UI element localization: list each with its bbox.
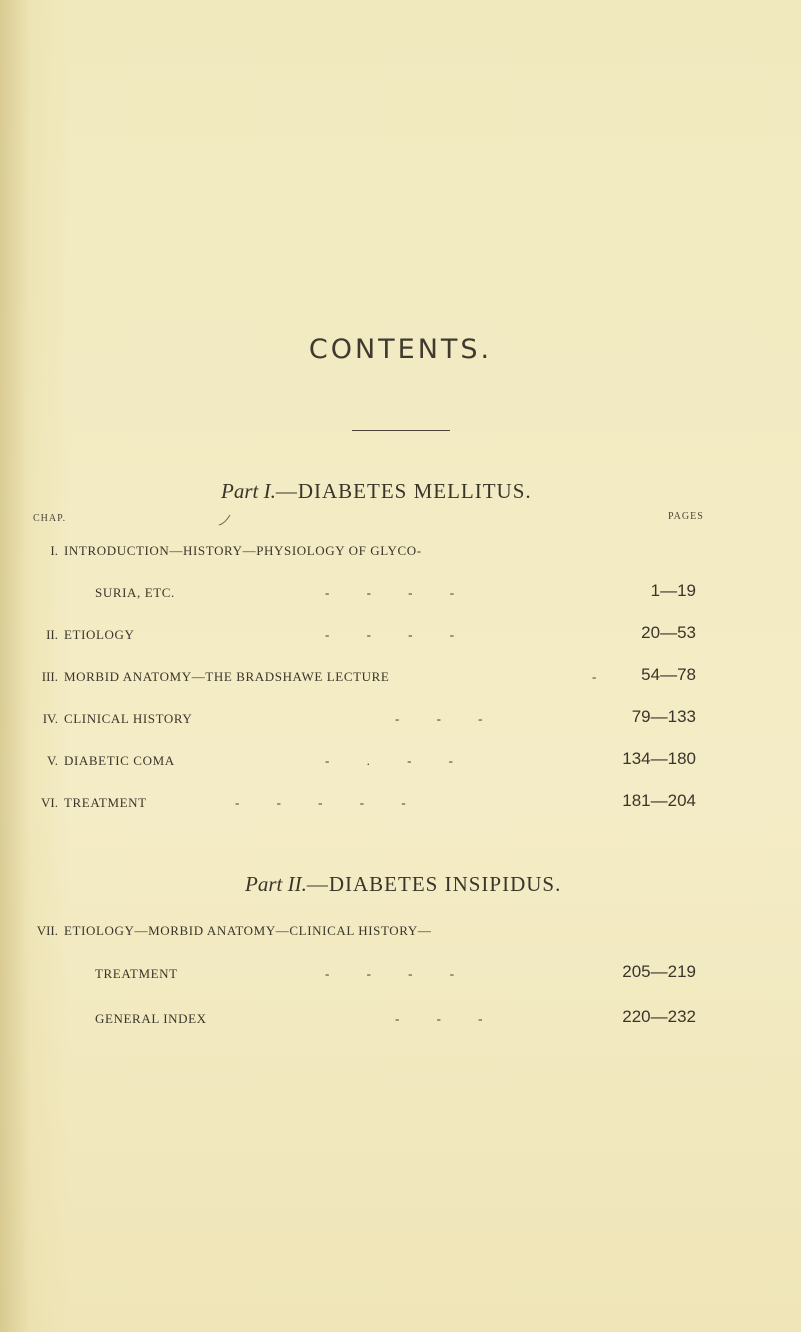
chapter-number: IV. <box>42 711 58 726</box>
chapter-title-line-1: INTRODUCTION—HISTORY—PHYSIOLOGY OF GLYCO- <box>64 543 422 558</box>
chapter-number: V. <box>47 753 58 768</box>
chapter-title: TREATMENT <box>64 795 147 810</box>
part-two-title: —DIABETES INSIPIDUS. <box>306 872 562 896</box>
leader-dashes: - - - - <box>325 966 455 981</box>
page-range: 79—133 <box>631 707 696 726</box>
chapter-title: CLINICAL HISTORY <box>64 711 193 726</box>
part-two-label: Part II. <box>245 872 307 896</box>
page-range: 20—53 <box>641 623 696 642</box>
title-rule <box>352 430 450 431</box>
chapter-title-line-2: TREATMENT <box>95 966 178 981</box>
chap-column-label: CHAP. <box>33 513 67 524</box>
page-title: CONTENTS. <box>308 334 493 365</box>
chapter-number: II. <box>46 627 58 642</box>
part-one-title: —DIABETES MELLITUS. <box>275 479 532 503</box>
chapter-number: III. <box>41 669 58 684</box>
page-range: 220—232 <box>622 1007 696 1026</box>
chapter-number: VI. <box>41 795 58 810</box>
chapter-title: DIABETIC COMA <box>64 753 175 768</box>
part-one-label: Part I. <box>221 479 276 503</box>
part-one-heading <box>221 479 532 504</box>
chapter-title-line-2: SURIA, ETC. <box>95 585 175 600</box>
page-range: 1—19 <box>650 581 696 600</box>
leader-dashes: - . - - <box>325 753 453 768</box>
check-mark-icon <box>218 514 232 528</box>
leader-dashes: - - - <box>395 1011 483 1026</box>
leader-dashes: - - - - <box>325 585 455 600</box>
chapter-title-line-1: ETIOLOGY—MORBID ANATOMY—CLINICAL HISTORY— <box>64 923 432 938</box>
chapter-number: VII. <box>36 923 58 938</box>
page-range: 205—219 <box>622 962 696 981</box>
chapter-number: I. <box>50 543 58 558</box>
chapter-title: MORBID ANATOMY—THE BRADSHAWE LECTURE <box>64 669 390 684</box>
pages-column-label: PAGES <box>668 511 704 522</box>
page-range: 134—180 <box>622 749 696 768</box>
leader-dashes: - <box>592 669 597 684</box>
index-title: GENERAL INDEX <box>95 1011 207 1026</box>
leader-dashes: - - - - <box>325 627 455 642</box>
leader-dashes: - - - <box>395 711 483 726</box>
page-range: 54—78 <box>641 665 696 684</box>
chapter-title: ETIOLOGY <box>64 627 135 642</box>
leader-dashes: - - - - - <box>235 795 406 810</box>
part-two-heading <box>245 872 561 897</box>
page-range: 181—204 <box>622 791 696 810</box>
